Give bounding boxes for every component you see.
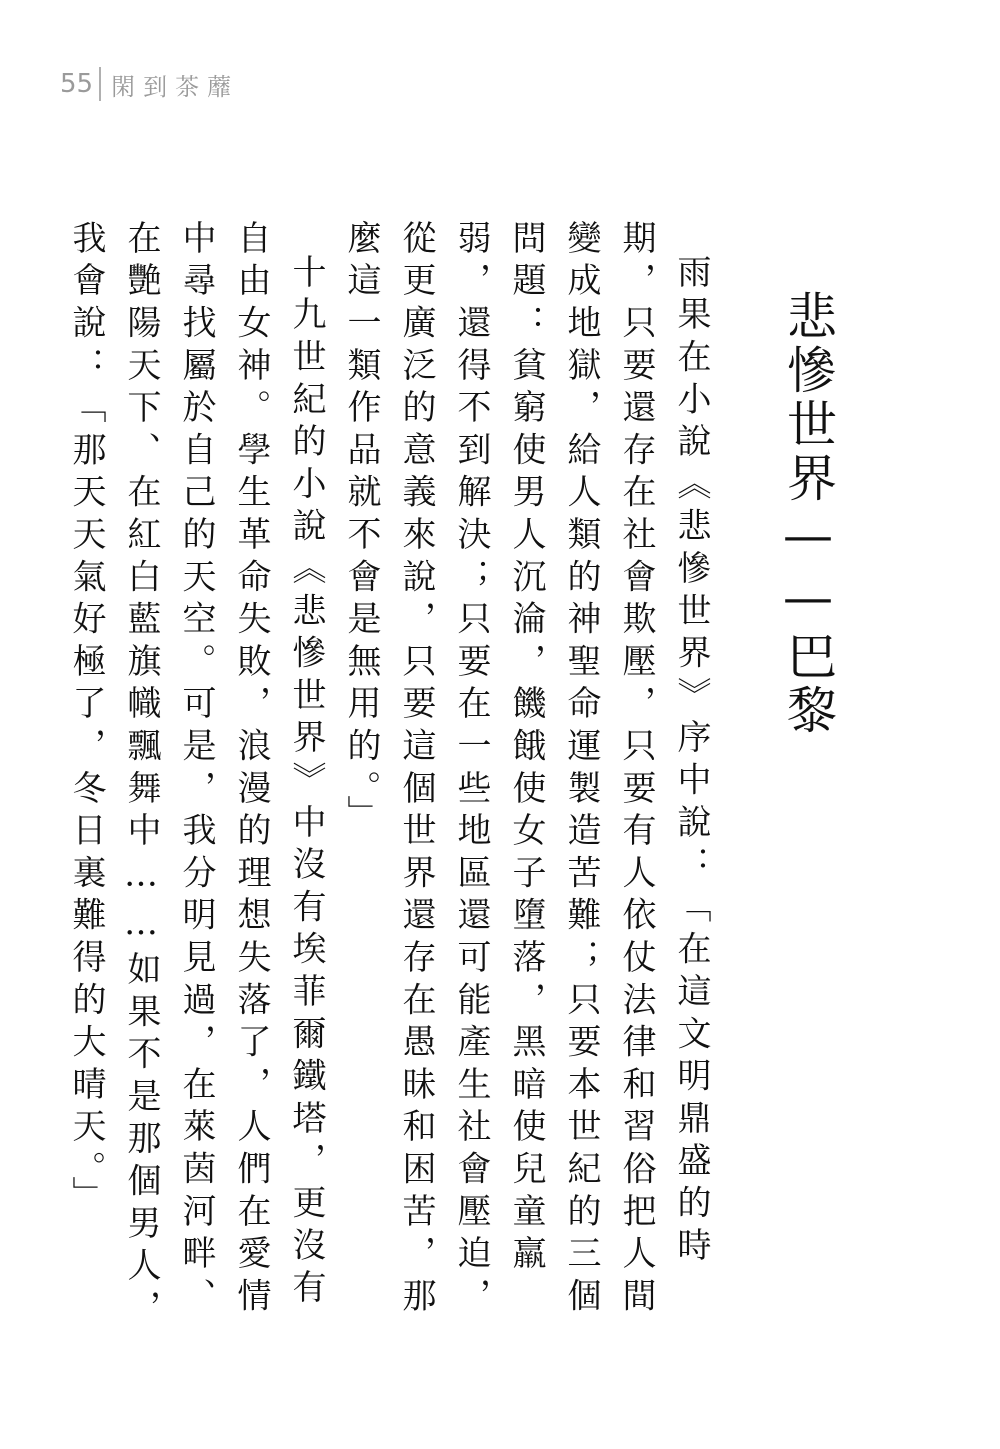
paragraph: 雨果在小說《悲慘世界》序中說：「在這文明鼎盛的時期，只要還存在社會欺壓，只要有人依仗法律和習俗把人間變成地獄，給人類的神聖命運製造苦難；只要本世紀的三個問題：貧窮使男人沉淪，饑餓使女子墮落，黑暗使兒童羸弱，還得不到解決；只要在一些地區還可能產生社會壓迫，從更廣泛的意義來說，只要這個世界還存在愚昧和困苦，那麼這一類作品就不會是無用的。」 (341, 220, 711, 1320)
body-text (58, 220, 718, 1340)
running-title: 閑到茶蘼 (111, 72, 240, 101)
chapter-title: 悲慘世界——巴黎 (779, 290, 837, 738)
running-header (60, 66, 239, 102)
header-divider (99, 67, 101, 101)
paragraph: 十九世紀的小說《悲慘世界》中沒有埃菲爾鐵塔，更沒有自由女神。學生革命失敗，浪漫的理想失落了，人們在愛情中尋找屬於自己的天空。可是，我分明見過，在萊茵河畔、在艷陽天下、在紅白藍旗幟飄舞中……如果不是那個男人，我會說：「那天天氣好極了，冬日裏難得的大晴天。」 (66, 220, 326, 1332)
page-number: 55 (60, 69, 94, 99)
